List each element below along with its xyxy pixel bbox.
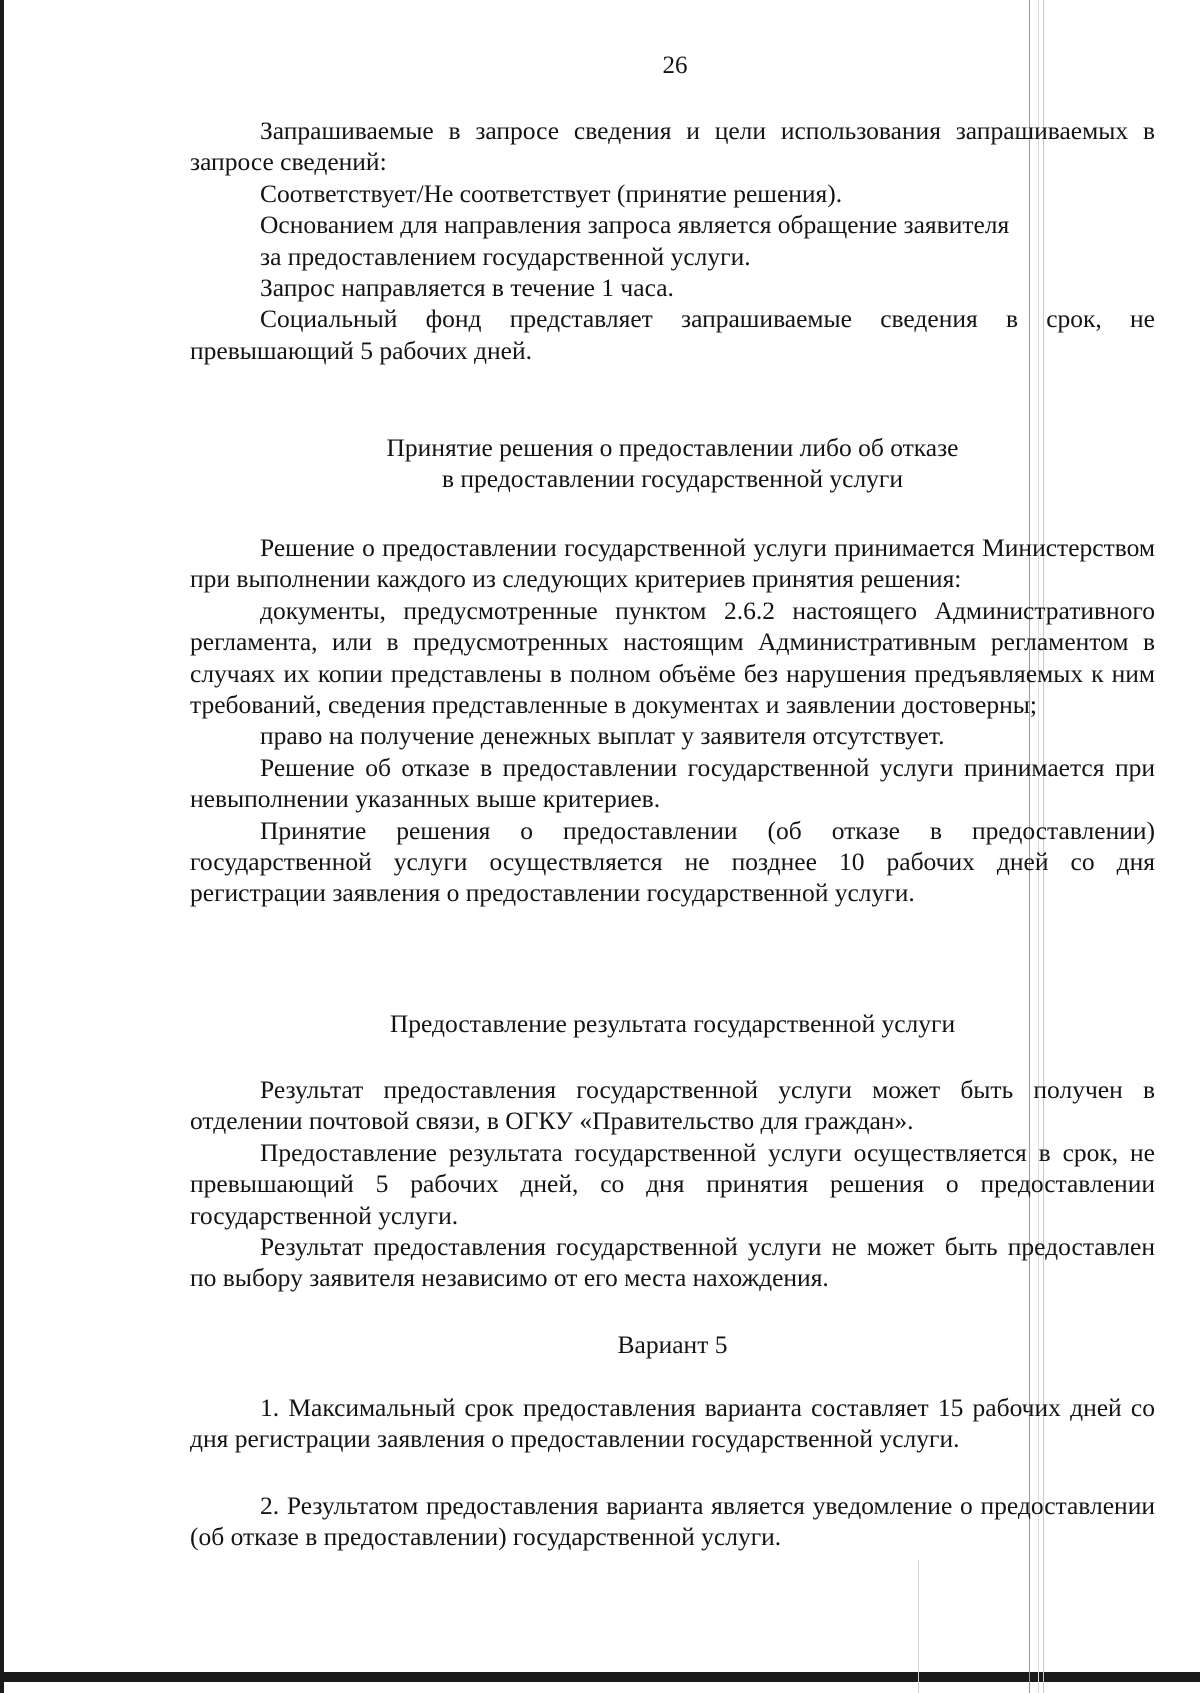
paragraph: Результат предоставления государственной услуги может быть получен в отделении почтовой связи, в ОГКУ «Правительство для граждан».	[190, 1075, 1155, 1136]
paragraph: Предоставление результата государственной услуги осуществляется в срок, не превышающий 5 рабочих дней, со дня принятия решения о предоставлении государственной услуги.	[190, 1137, 1155, 1230]
heading-line: в предоставлении государственной услуги	[441, 464, 904, 494]
result-section	[190, 1074, 1155, 1294]
paragraph: Запрашиваемые в запросе сведения и цели использования запрашиваемых в запросе сведений:	[190, 116, 1155, 177]
scan-bottom-edge	[0, 1672, 1200, 1682]
request-info-section	[190, 115, 1155, 366]
scan-left-edge	[0, 0, 4, 1693]
paragraph: документы, предусмотренные пунктом 2.6.2 настоящего Административного регламента, или в предусмотренных настоящим Административным регламентом в случаях их копии представлены в полном объёме без нарушения предъявляемых к ним требований, сведения представленные в документах и заявлении достоверны;	[190, 595, 1155, 720]
paragraph: Соответствует/Не соответствует (принятие решения).	[260, 178, 843, 208]
paragraph: Основанием для направления запроса является обращение заявителя	[260, 210, 1010, 240]
decision-section	[190, 532, 1155, 909]
paragraph: Запрос направляется в течение 1 часа.	[260, 273, 674, 303]
paragraph: Результат предоставления государственной услуги не может быть предоставлен по выбору заявителя независимо от его места нахождения.	[190, 1232, 1155, 1293]
paragraph: 1. Максимальный срок предоставления варианта составляет 15 рабочих дней со дня регистрации заявления о предоставлении государственной услуги.	[190, 1393, 1155, 1454]
paragraph: Принятие решения о предоставлении (об отказе в предоставлении) государственной услуги осуществляется не позднее 10 рабочих дней со дня регистрации заявления о предоставлении государственной услуги.	[190, 815, 1155, 908]
paragraph: Решение о предоставлении государственной услуги принимается Министерством при выполнении каждого из следующих критериев принятия решения:	[190, 533, 1155, 594]
section-heading	[190, 432, 1155, 495]
paragraph: право на получение денежных выплат у заявителя отсутствует.	[260, 721, 945, 751]
heading-line: Предоставление результата государственной услуги	[389, 1009, 956, 1038]
paragraph: за предоставлением государственной услуги.	[260, 241, 751, 271]
heading-line: Вариант 5	[617, 1330, 728, 1359]
page-number: 26	[662, 52, 688, 79]
variant-item-2	[190, 1490, 1155, 1553]
paragraph: 2. Результатом предоставления варианта является уведомление о предоставлении (об отказе в предоставлении) государственной услуги.	[190, 1491, 1155, 1552]
section-heading	[190, 1008, 1155, 1039]
heading-line: Принятие решения о предоставлении либо об отказе	[386, 433, 959, 462]
section-heading	[190, 1329, 1155, 1360]
scan-fold-line	[918, 1560, 919, 1693]
paragraph: Решение об отказе в предоставлении государственной услуги принимается при невыполнении указанных выше критериев.	[190, 752, 1155, 814]
variant-item-1	[190, 1392, 1155, 1455]
paragraph: Социальный фонд представляет запрашиваемые сведения в срок, не превышающий 5 рабочих дней.	[190, 304, 1155, 365]
